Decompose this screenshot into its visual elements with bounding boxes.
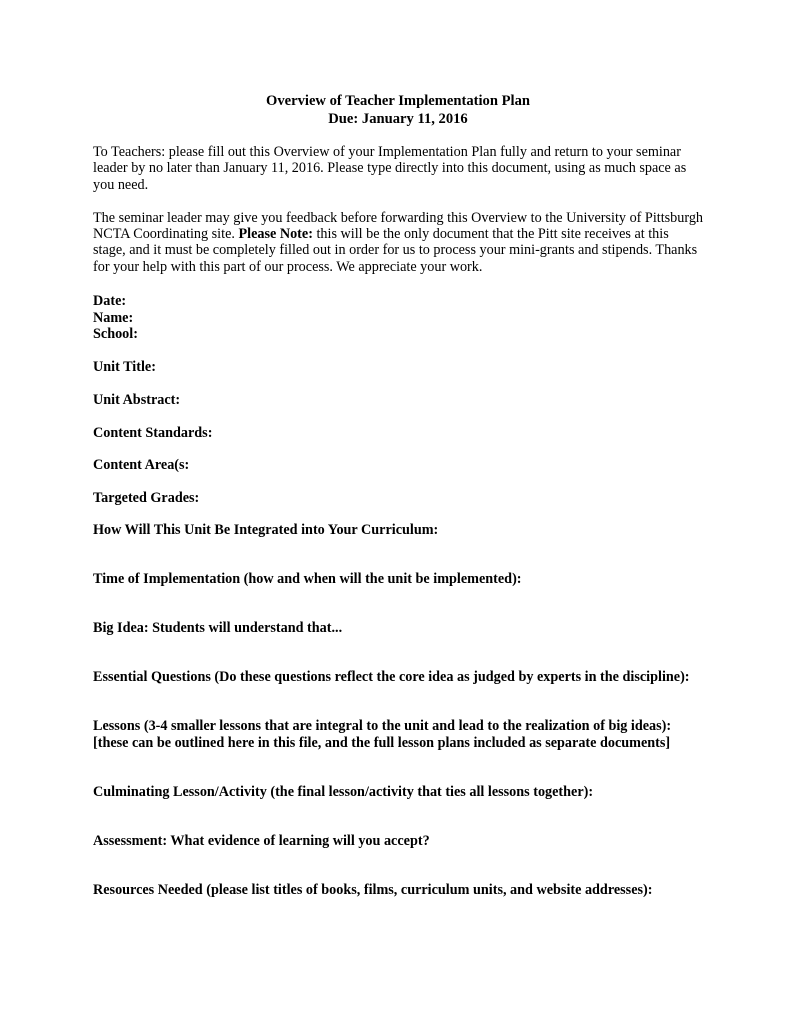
please-note-label: Please Note: [238, 226, 313, 243]
resources-question: Resources Needed (please list titles of books, films, curriculum units, and website addresses): [93, 882, 653, 898]
big-idea-question: Big Idea: Students will understand that... [93, 620, 343, 636]
document-title: Overview of Teacher Implementation Plan [265, 93, 530, 109]
assessment-question: Assessment: What evidence of learning will you accept? [93, 833, 430, 849]
content-area-label: Content Area(s: [93, 457, 190, 473]
lessons-question-line-2: [these can be outlined here in this file, and the full lesson plans included as separate documents] [93, 735, 671, 751]
name-label: Name: [93, 310, 134, 326]
intro-paragraph-2-start: The seminar leader may give you feedback before forwarding this Overview to the University of Pittsburgh NCTA Coordinating site. [93, 209, 704, 243]
intro-paragraph-2-end: this will be the only document that the Pitt site receives at this stage, and it must be completely filled out in order for us to process your mini-grants and stipends. Thanks for your help with this part of our process. We appreciate your work. [93, 226, 698, 275]
school-label: School: [93, 326, 138, 342]
unit-title-label: Unit Title: [93, 359, 156, 375]
implementation-time-question: Time of Implementation (how and when will the unit be implemented): [93, 571, 522, 587]
essential-questions-label: Essential Questions (Do these questions reflect the core idea as judged by experts in the discipline): [93, 669, 690, 685]
lessons-question-line-1: Lessons (3-4 smaller lessons that are integral to the unit and lead to the realization of big ideas): [93, 718, 672, 734]
date-label: Date: [93, 293, 127, 309]
intro-paragraph-2 [93, 210, 703, 275]
integration-question: How Will This Unit Be Integrated into Your Curriculum: [93, 522, 439, 538]
targeted-grades-label: Targeted Grades: [93, 490, 200, 506]
intro-paragraph-1: To Teachers: please fill out this Overview of your Implementation Plan fully and return to your seminar leader by no later than January 11, 2016. Please type directly into this document, using as much space as you need. [93, 144, 687, 193]
document-page [93, 92, 703, 275]
content-standards-label: Content Standards: [93, 425, 213, 441]
unit-abstract-label: Unit Abstract: [93, 392, 181, 408]
culminating-lesson-question: Culminating Lesson/Activity (the final lesson/activity that ties all lessons together): [93, 784, 594, 800]
due-date: Due: January 11, 2016 [328, 111, 468, 127]
